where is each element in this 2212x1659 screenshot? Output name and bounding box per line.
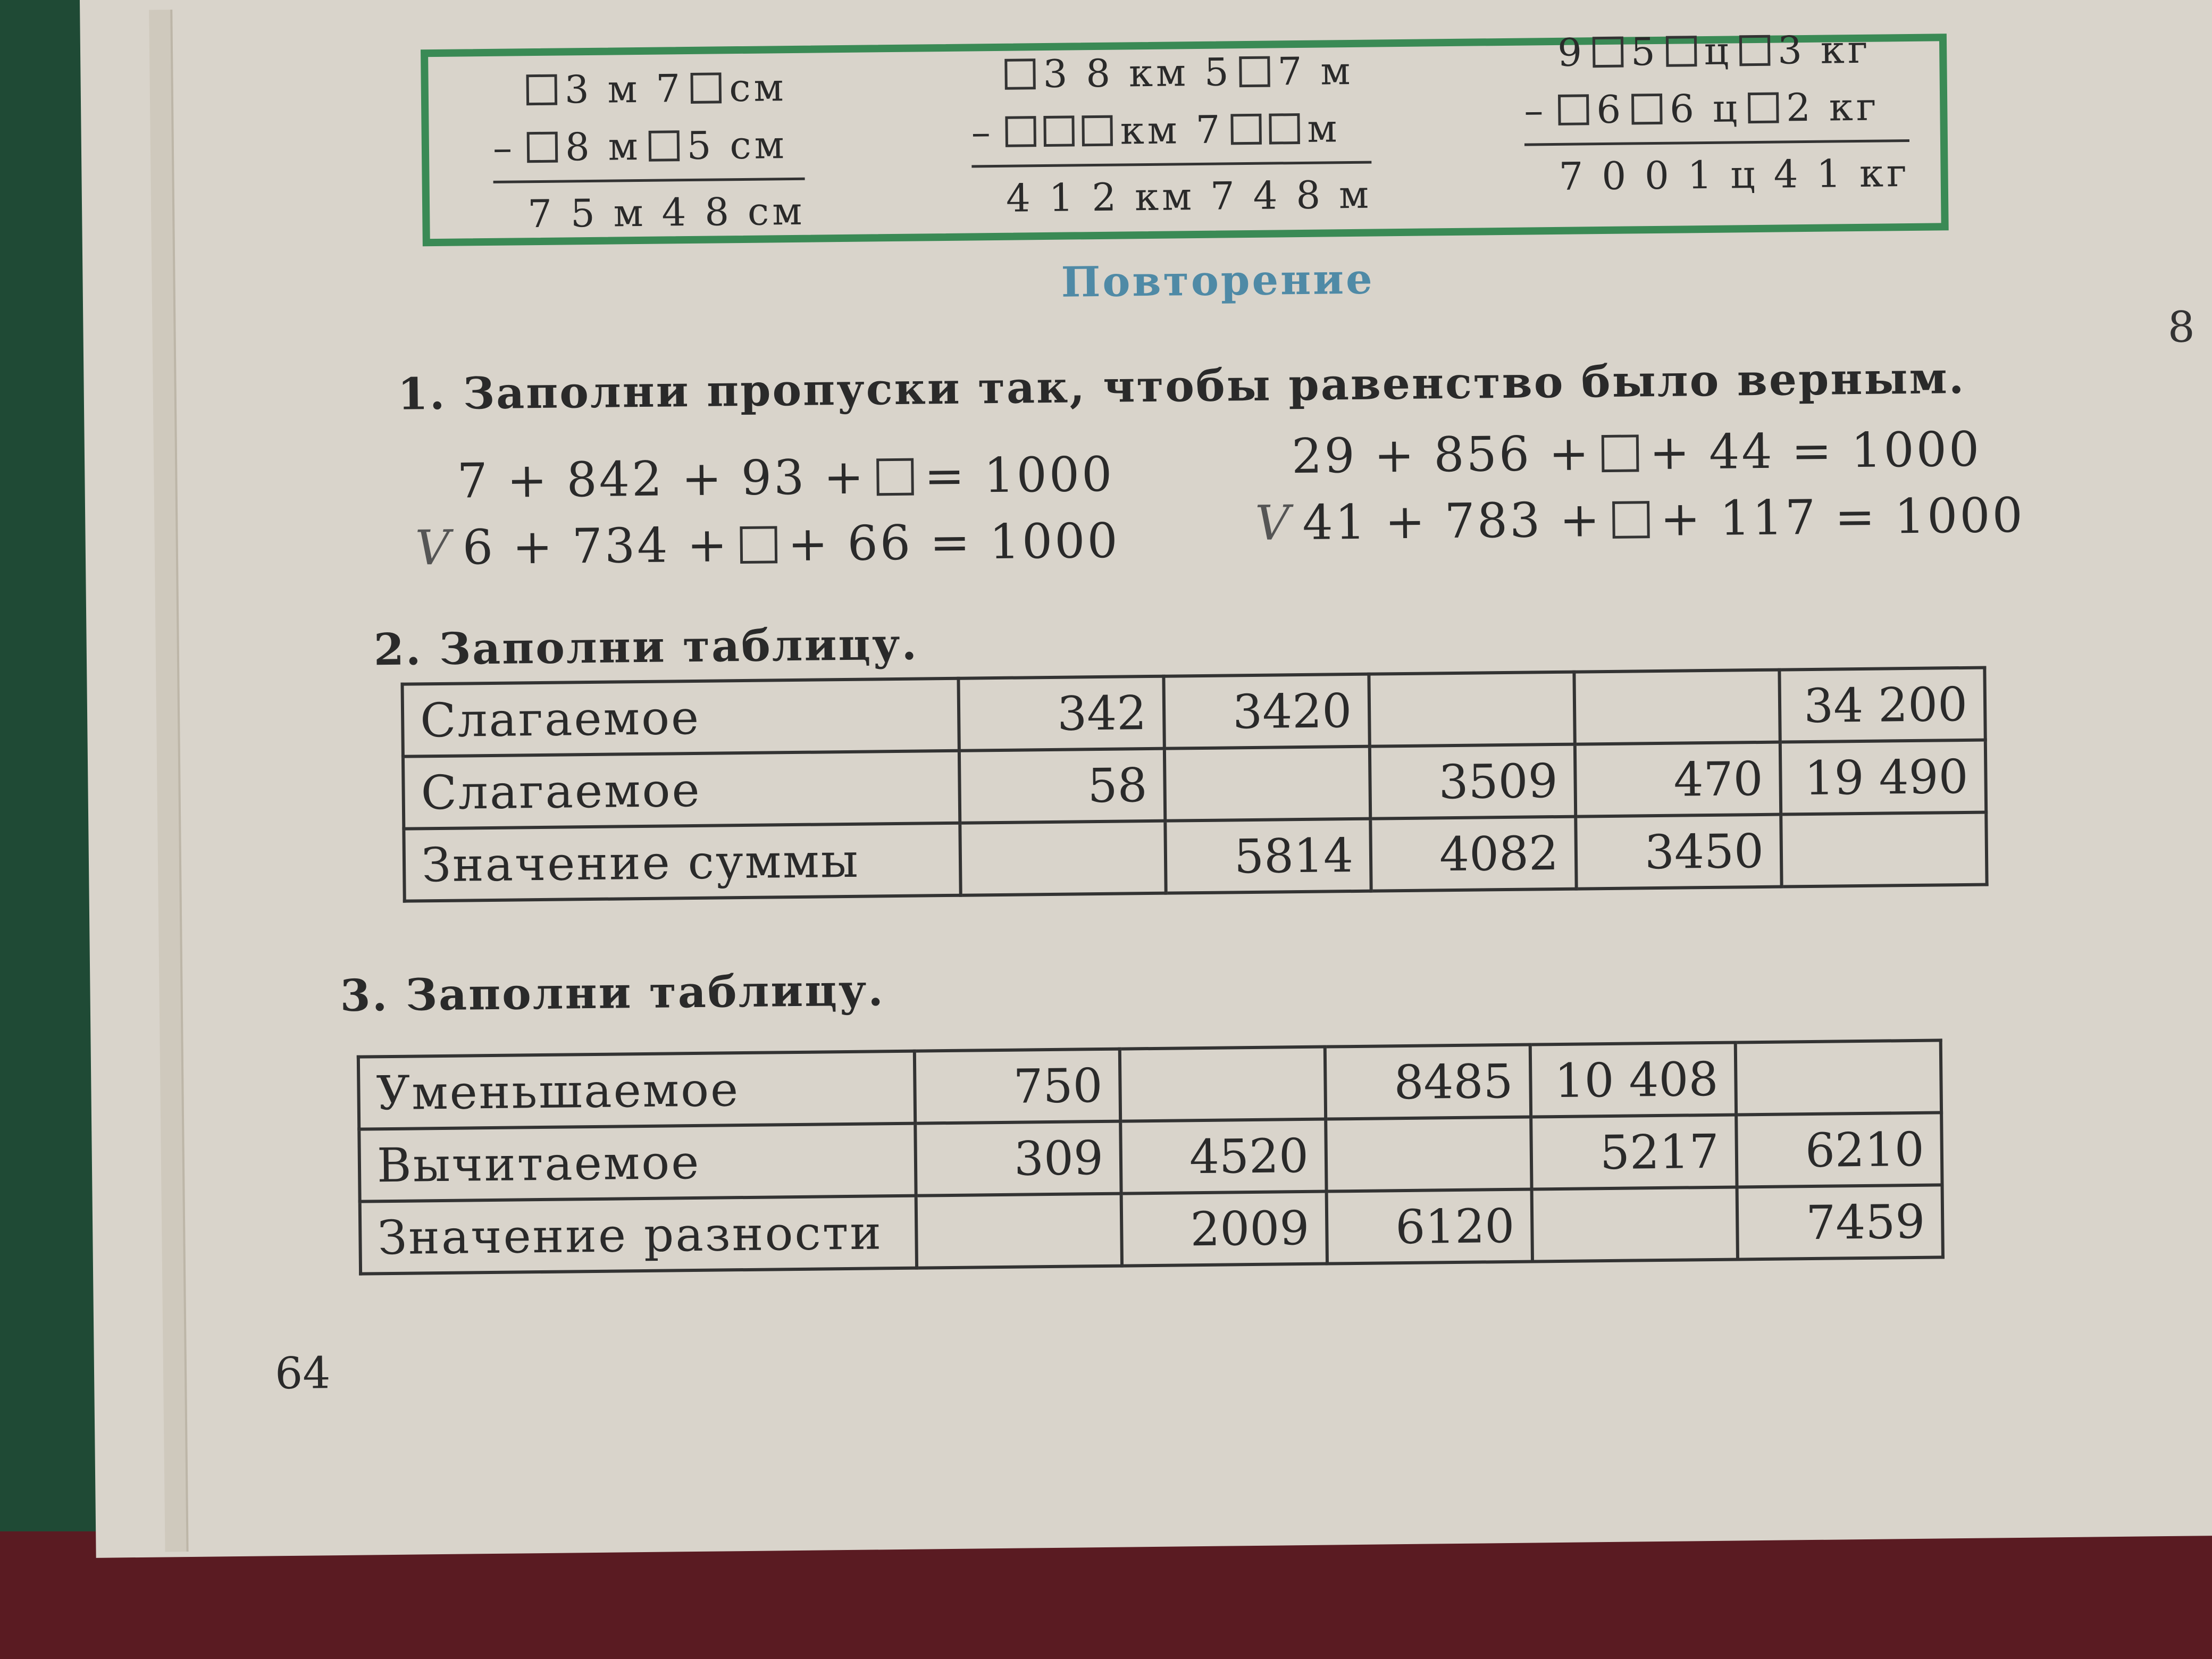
units-text: 5 bbox=[1630, 29, 1659, 74]
units-result: 7 0 0 1 ц 4 1 кг bbox=[1559, 150, 1911, 199]
table-cell[interactable] bbox=[960, 821, 1166, 895]
table-cell[interactable]: 19 490 bbox=[1780, 740, 1986, 815]
table-cell[interactable] bbox=[1369, 672, 1574, 747]
equation-text: + 66 = 1000 bbox=[787, 513, 1120, 573]
table-cell[interactable] bbox=[1532, 1187, 1738, 1261]
task1-title: 1. Заполни пропуски так, чтобы равенство было верным. bbox=[397, 352, 1966, 420]
table-cell[interactable] bbox=[1736, 1040, 1941, 1115]
blank-box bbox=[1748, 93, 1779, 124]
blank-box bbox=[1004, 58, 1036, 90]
section-heading: Повторение bbox=[1061, 255, 1375, 307]
answer-box[interactable] bbox=[876, 458, 914, 496]
table-cell[interactable]: 750 bbox=[915, 1049, 1120, 1124]
blank-box bbox=[1082, 115, 1113, 147]
equation-2 bbox=[415, 513, 1120, 576]
table-cell[interactable]: 3509 bbox=[1370, 744, 1576, 819]
equation-3 bbox=[1292, 422, 1982, 485]
blank-box bbox=[1558, 94, 1589, 125]
equation-text: 41 + 783 + bbox=[1302, 492, 1602, 551]
table-cell[interactable]: 8485 bbox=[1325, 1045, 1531, 1119]
table-cell[interactable] bbox=[1120, 1047, 1326, 1121]
check-mark: V bbox=[415, 520, 453, 576]
check-mark: V bbox=[1254, 495, 1292, 551]
units-result: 7 5 м 4 8 см bbox=[527, 188, 806, 237]
equation-text: 6 + 734 + bbox=[462, 517, 730, 576]
blank-box bbox=[1043, 115, 1075, 147]
row-label: Значение разности bbox=[360, 1196, 917, 1274]
row-label: Слагаемое bbox=[403, 678, 959, 757]
row-label: Уменьшаемое bbox=[358, 1051, 915, 1129]
table-cell[interactable]: 10 408 bbox=[1530, 1043, 1736, 1117]
units-text: 9 bbox=[1557, 30, 1586, 75]
blank-box bbox=[648, 130, 680, 162]
blank-box bbox=[691, 72, 722, 104]
table-cell[interactable] bbox=[1574, 670, 1780, 744]
blank-box bbox=[1230, 114, 1262, 145]
equation-4 bbox=[1255, 488, 2025, 551]
units-text: 5 см bbox=[686, 122, 788, 169]
units-text: 8 м bbox=[565, 123, 642, 170]
blank-box bbox=[526, 74, 558, 106]
equation-1 bbox=[457, 447, 1115, 509]
units-text: см bbox=[728, 65, 787, 111]
blank-box bbox=[1631, 94, 1663, 125]
table-cell[interactable]: 34 200 bbox=[1779, 668, 1985, 742]
units-text: 6 bbox=[1596, 87, 1624, 132]
task2-title: 2. Заполни таблицу. bbox=[373, 618, 919, 676]
row-label: Значение суммы bbox=[404, 823, 960, 901]
task3-title: 3. Заполни таблицу. bbox=[340, 965, 885, 1021]
blank-box bbox=[527, 132, 558, 163]
units-exercise-box bbox=[421, 27, 1949, 246]
table-cell[interactable] bbox=[1326, 1117, 1531, 1192]
equation-text: + 117 = 1000 bbox=[1660, 487, 2025, 547]
textbook-page bbox=[80, 0, 2212, 1558]
table-cell[interactable]: 3420 bbox=[1163, 674, 1369, 749]
units-text: 7 м bbox=[1277, 48, 1354, 94]
row-label: Вычитаемое bbox=[359, 1124, 916, 1202]
table-cell[interactable]: 342 bbox=[958, 676, 1164, 751]
difference-table bbox=[357, 1038, 1945, 1275]
table-cell[interactable] bbox=[1781, 812, 1987, 887]
row-label: Слагаемое bbox=[403, 751, 960, 829]
units-text: 3 кг bbox=[1777, 27, 1871, 73]
units-text: км 7 bbox=[1120, 107, 1224, 153]
table-cell[interactable]: 470 bbox=[1575, 742, 1781, 817]
equation-text: + 44 = 1000 bbox=[1649, 421, 1982, 481]
blank-box bbox=[1005, 116, 1036, 147]
blank-box bbox=[1665, 36, 1697, 67]
units-text: ц bbox=[1704, 28, 1732, 74]
table-cell[interactable]: 5814 bbox=[1165, 819, 1371, 893]
blank-box bbox=[1269, 113, 1300, 145]
side-page-number: 8 bbox=[2167, 302, 2196, 352]
units-text: 3 м 7 bbox=[564, 66, 684, 112]
units-result: 4 1 2 км 7 4 8 м bbox=[1006, 172, 1372, 221]
blank-box bbox=[1739, 35, 1771, 66]
answer-box[interactable] bbox=[740, 526, 777, 564]
blank-box bbox=[1593, 37, 1624, 68]
table-cell[interactable]: 3450 bbox=[1576, 815, 1781, 889]
units-text: 3 8 км 5 bbox=[1043, 49, 1233, 97]
table-cell[interactable]: 6120 bbox=[1327, 1189, 1532, 1264]
answer-box[interactable] bbox=[1612, 501, 1650, 539]
units-column-2: 3 8 км 5 7 м – км 7 м 4 1 2 км 7 4 8 м bbox=[970, 42, 1372, 228]
units-text: 2 кг bbox=[1786, 84, 1880, 130]
answer-box[interactable] bbox=[1602, 434, 1639, 472]
equation-text: = 1000 bbox=[924, 446, 1115, 505]
table-cell[interactable]: 309 bbox=[915, 1121, 1121, 1196]
sum-table bbox=[400, 666, 1988, 903]
page-stack bbox=[149, 10, 188, 1552]
table-cell[interactable]: 7459 bbox=[1737, 1185, 1943, 1259]
units-text: м bbox=[1306, 106, 1340, 151]
page-number: 64 bbox=[274, 1348, 331, 1400]
table-cell[interactable]: 4520 bbox=[1120, 1119, 1326, 1194]
units-column-1: 3 м 7 см – 8 м 5 см 7 5 м 4 8 см bbox=[492, 58, 806, 243]
equation-text: 29 + 856 + bbox=[1291, 425, 1591, 485]
units-text: 6 ц bbox=[1669, 86, 1741, 131]
units-column-3: 9 5 ц 3 кг – 6 6 ц 2 кг 7 0 0 1 ц 4 1 кг bbox=[1523, 20, 1911, 206]
table-cell[interactable] bbox=[1164, 747, 1370, 821]
equation-text: 7 + 842 + 93 + bbox=[456, 449, 866, 509]
table-cell[interactable]: 6210 bbox=[1736, 1112, 1942, 1187]
blank-box bbox=[1239, 56, 1270, 88]
table-cell[interactable]: 4082 bbox=[1370, 817, 1576, 891]
table-cell[interactable]: 5217 bbox=[1531, 1115, 1737, 1189]
table-cell[interactable]: 2009 bbox=[1121, 1192, 1327, 1266]
table-cell[interactable] bbox=[916, 1194, 1122, 1268]
table-cell[interactable]: 58 bbox=[959, 749, 1165, 823]
